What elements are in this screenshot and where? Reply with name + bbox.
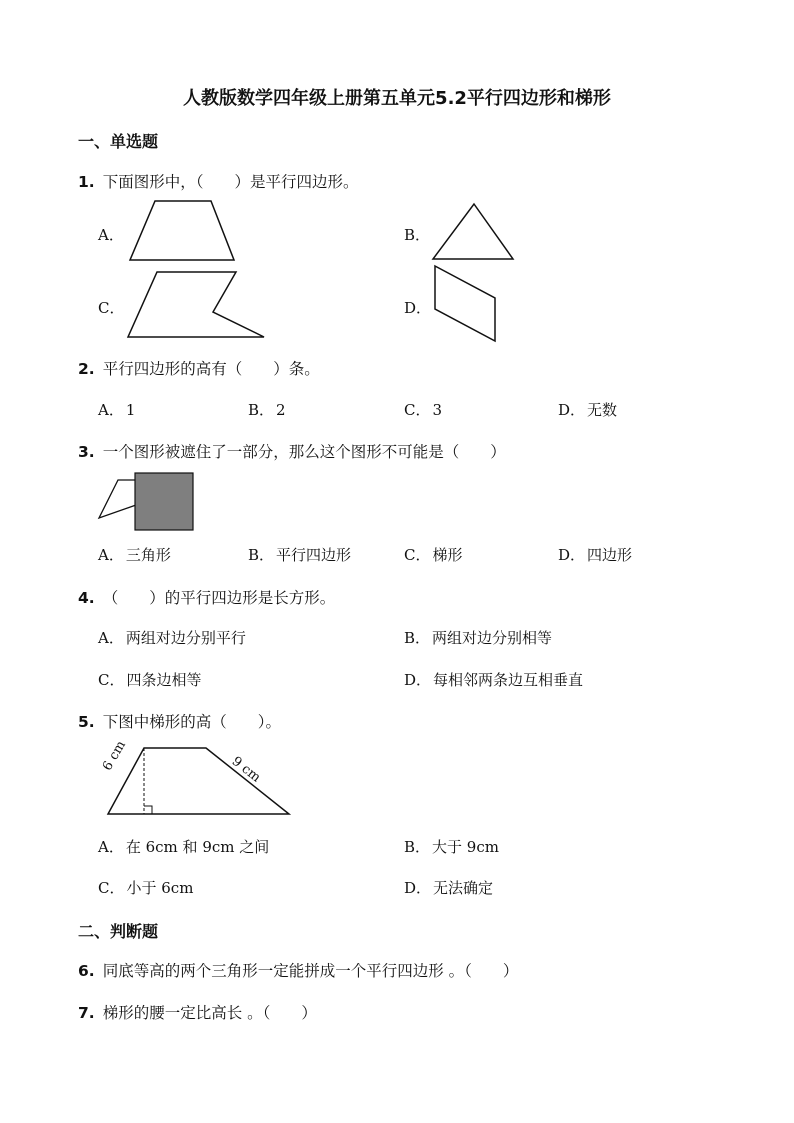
option-b[interactable] [404, 836, 499, 857]
question-text: 同底等高的两个三角形一定能拼成一个平行四边形 。（ ） [102, 962, 519, 980]
option-label: C． [404, 546, 431, 564]
option-label: B． [248, 401, 275, 419]
option-label: A． [98, 629, 124, 647]
option-text: 无数 [587, 401, 618, 419]
option-label: B． [404, 838, 431, 856]
option-label: A． [98, 838, 124, 856]
question-number: 7. [78, 1004, 95, 1022]
page-title: 人教版数学四年级上册第五单元5.2平行四边形和梯形 [183, 88, 611, 109]
option-text: 两组对边分别相等 [432, 629, 553, 647]
side-label-text: 9 cm [228, 754, 264, 786]
option-label: B． [248, 546, 275, 564]
question-number: 5. [78, 713, 95, 731]
question-number: 1. [78, 173, 95, 191]
option-label: B． [404, 226, 431, 244]
question-text: 下图中梯形的高（ ）。 [102, 713, 281, 731]
option-label: C． [98, 299, 125, 317]
option-c[interactable] [98, 877, 193, 898]
option-label: C． [98, 879, 125, 897]
option-label: D． [558, 401, 586, 419]
option-text: 在 6cm 和 9cm 之间 [125, 838, 270, 856]
option-text: 每相邻两条边互相垂直 [433, 671, 584, 689]
option-label: C． [404, 401, 431, 419]
side-label-text: 6 cm [100, 738, 129, 774]
option-text: 小于 6cm [126, 879, 194, 897]
question-6 [78, 959, 518, 981]
question-text: （ ）的平行四边形是长方形。 [102, 589, 336, 607]
option-text: 四边形 [587, 546, 633, 564]
section-heading: 一、单选题 [78, 132, 159, 151]
option-label: D． [404, 879, 432, 897]
option-d[interactable] [404, 877, 493, 898]
option-text: 梯形 [432, 546, 463, 564]
option-label: A． [98, 401, 124, 419]
question-number: 3. [78, 443, 95, 461]
option-label: D． [404, 671, 432, 689]
question-7 [78, 1001, 317, 1023]
question-text: 平行四边形的高有（ ）条。 [102, 360, 320, 378]
question-number: 2. [78, 360, 95, 378]
question-number: 6. [78, 962, 95, 980]
section-heading: 二、判断题 [78, 922, 159, 941]
option-label: C． [98, 671, 125, 689]
option-text: 平行四边形 [276, 546, 352, 564]
option-text: 无法确定 [433, 879, 494, 897]
option-text: 2 [276, 401, 286, 419]
option-text: 三角形 [125, 546, 171, 564]
option-label: D． [404, 299, 432, 317]
option-label: A． [98, 546, 124, 564]
option-label: B． [404, 629, 431, 647]
option-a[interactable] [98, 836, 269, 857]
option-label: D． [558, 546, 586, 564]
option-text: 大于 9cm [432, 838, 499, 856]
option-label: A． [98, 226, 124, 244]
question-number: 4. [78, 589, 95, 607]
question-text: 下面图形中，（ ）是平行四边形。 [102, 173, 359, 191]
option-text: 两组对边分别平行 [125, 629, 246, 647]
option-text: 四条边相等 [126, 671, 202, 689]
option-text: 3 [432, 401, 443, 419]
option-text: 1 [125, 401, 136, 419]
question-text: 梯形的腰一定比高长 。（ ） [102, 1004, 317, 1022]
question-text: 一个图形被遮住了一部分，那么这个图形不可能是（ ） [102, 443, 506, 461]
